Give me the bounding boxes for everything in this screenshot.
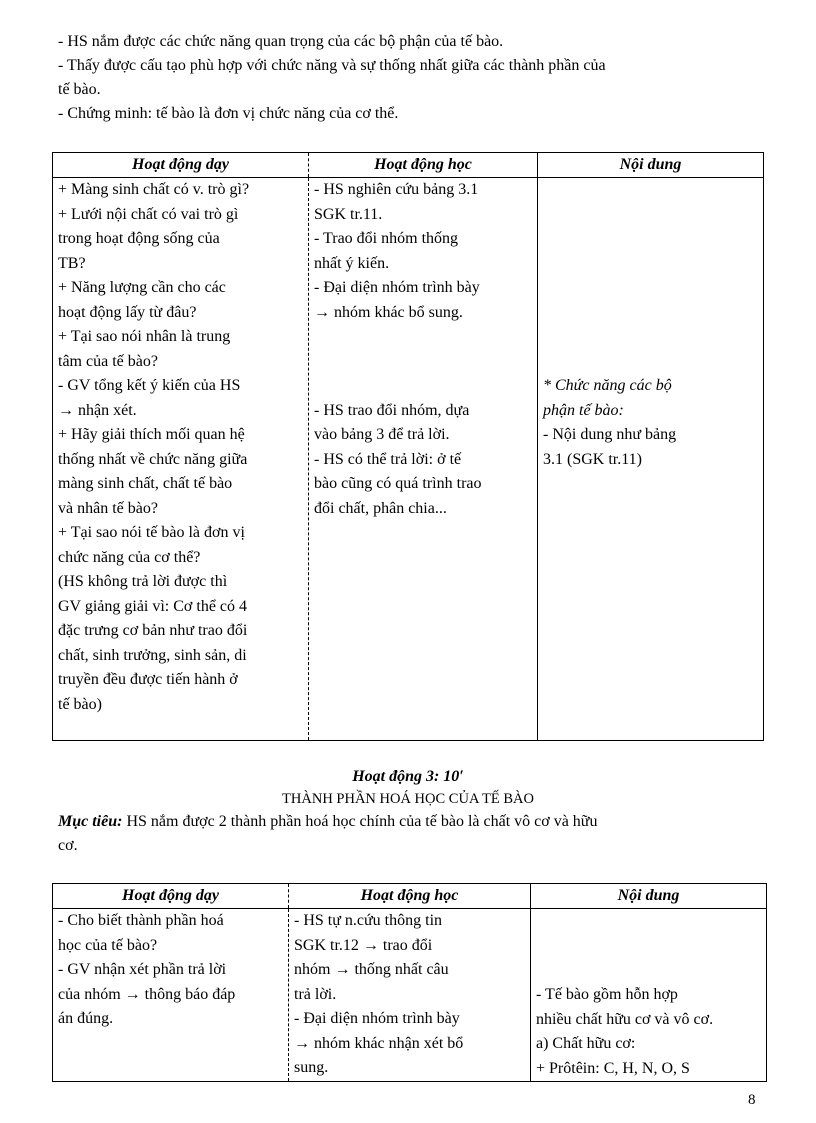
- cell-line: + Năng lượng cần cho các: [58, 279, 226, 296]
- cell-line: [314, 325, 532, 350]
- cell-line: [314, 374, 532, 399]
- cell-line: tế bào): [58, 695, 102, 713]
- cell-line: màng sinh chất, chất tế bào: [58, 475, 233, 492]
- cell-line: truyền đều được tiến hành ở: [58, 671, 238, 688]
- learning-lines: [314, 178, 532, 521]
- cell-line: đặc trưng cơ bản như trao đổi: [58, 622, 248, 639]
- cell-line: + Tại sao nói tế bào là đơn vị: [58, 524, 245, 541]
- cell-line: a) Chất hữu cơ:: [536, 1035, 636, 1052]
- cell-line: - HS có thể trả lời: ở tế: [314, 450, 462, 468]
- cell-line: GV giảng giải vì: Cơ thể có 4: [58, 597, 248, 615]
- teaching-lines: [58, 178, 303, 717]
- section-title: Hoạt động 3: 10′: [352, 768, 464, 785]
- teaching-cell: [53, 909, 289, 1082]
- header-learning: Hoạt động học: [289, 884, 531, 909]
- cell-line: chức năng của cơ thể?: [58, 548, 201, 566]
- cell-line: SGK tr.11.: [314, 205, 383, 223]
- cell-line: + Tại sao nói nhân là trung: [58, 328, 231, 345]
- content-cell: [538, 178, 764, 741]
- teaching-lines: [58, 909, 283, 1032]
- cell-line: nhiều chất hữu cơ và vô cơ.: [536, 1010, 714, 1028]
- cell-line: - HS tự n.cứu thông tin: [294, 912, 443, 929]
- cell-line: học của tế bào?: [58, 936, 158, 954]
- cell-line: trong hoạt động sống của: [58, 230, 220, 247]
- header-learning: Hoạt động học: [309, 153, 538, 178]
- teaching-cell: [53, 178, 309, 741]
- cell-line: bào cũng có quá trình trao: [314, 475, 482, 492]
- objective-line: - HS nắm được các chức năng quan trọng của các bộ phận của tế bào.: [58, 33, 504, 50]
- activity-table-2: [52, 883, 767, 1082]
- cell-line: nhóm → thống nhất câu: [294, 961, 449, 978]
- objective-line: - Chứng minh: tế bào là đơn vị chức năng của cơ thể.: [58, 105, 399, 122]
- cell-line: trả lời.: [294, 985, 337, 1003]
- table-header-row: [53, 153, 764, 178]
- cell-line: (HS không trả lời được thì: [58, 573, 228, 590]
- content-cell: [531, 909, 767, 1082]
- goal-label: Mục tiêu:: [58, 813, 123, 830]
- cell-line: chất, sinh trưởng, sinh sản, di: [58, 646, 247, 664]
- cell-line: SGK tr.12 → trao đổi: [294, 936, 433, 954]
- learning-lines: [294, 909, 525, 1081]
- cell-line: + Prôtêin: C, H, N, O, S: [536, 1059, 690, 1077]
- content-heading-line: phận tế bào:: [543, 401, 624, 419]
- cell-line: - Đại diện nhóm trình bày: [314, 279, 480, 296]
- cell-line: hoạt động lấy từ đâu?: [58, 303, 197, 321]
- cell-line: án đúng.: [58, 1010, 114, 1027]
- header-content: Nội dung: [538, 153, 764, 178]
- learning-cell: [309, 178, 538, 741]
- header-content: Nội dung: [531, 884, 767, 909]
- table-header-row: [53, 884, 767, 909]
- cell-line: tâm của tế bào?: [58, 352, 158, 370]
- section-goal: [58, 810, 758, 834]
- cell-line: và nhân tế bào?: [58, 499, 158, 517]
- objective-line: tế bào.: [58, 81, 101, 98]
- goal-text: HS nắm được 2 thành phần hoá học chính của tế bào là chất vô cơ và hữu: [122, 813, 598, 830]
- table-row: [53, 178, 764, 741]
- cell-line: - Trao đổi nhóm thống: [314, 230, 459, 247]
- cell-line: vào bảng 3 để trả lời.: [314, 426, 450, 443]
- page-number: 8: [748, 1092, 756, 1108]
- header-teaching: Hoạt động dạy: [53, 153, 309, 178]
- activity-table-1: [52, 152, 764, 741]
- content-line: 3.1 (SGK tr.11): [543, 450, 642, 468]
- cell-line: + Hãy giải thích mối quan hệ: [58, 426, 245, 443]
- objectives-list: [58, 30, 758, 126]
- cell-line: [314, 350, 532, 375]
- section-goal-cont: cơ.: [58, 837, 78, 854]
- cell-line: - Đại diện nhóm trình bày: [294, 1010, 460, 1027]
- activity-3-section: [58, 766, 758, 858]
- table-row: [53, 909, 767, 1082]
- cell-line: + Màng sinh chất có v. trò gì?: [58, 181, 250, 198]
- objective-line: - Thấy được cấu tạo phù hợp với chức năng và sự thống nhất giữa các thành phần của: [58, 57, 606, 74]
- cell-line: nhất ý kiến.: [314, 254, 390, 272]
- cell-line: sung.: [294, 1059, 329, 1076]
- learning-cell: [289, 909, 531, 1082]
- cell-line: → nhận xét.: [58, 401, 137, 419]
- cell-line: thống nhất về chức năng giữa: [58, 450, 248, 468]
- content-heading-line: * Chức năng các bộ: [543, 377, 672, 394]
- cell-line: → nhóm khác nhận xét bổ: [294, 1034, 464, 1052]
- content-line: - Nội dung như bảng: [543, 426, 677, 443]
- content-lines: [536, 983, 761, 1081]
- cell-line: đổi chất, phân chia...: [314, 499, 447, 517]
- cell-line: - GV tổng kết ý kiến của HS: [58, 377, 241, 394]
- cell-line: - HS trao đổi nhóm, dựa: [314, 401, 470, 419]
- cell-line: - Tế bào gồm hỗn hợp: [536, 986, 678, 1003]
- cell-line: + Lưới nội chất có vai trò gì: [58, 205, 239, 223]
- section-subtitle: THÀNH PHẦN HOÁ HỌC CỦA TẾ BÀO: [282, 791, 534, 807]
- cell-line: → nhóm khác bổ sung.: [314, 303, 463, 321]
- cell-line: - HS nghiên cứu bảng 3.1: [314, 181, 479, 198]
- cell-line: TB?: [58, 254, 86, 272]
- cell-line: của nhóm → thông báo đáp: [58, 985, 236, 1003]
- header-teaching: Hoạt động dạy: [53, 884, 289, 909]
- cell-line: - Cho biết thành phần hoá: [58, 912, 224, 929]
- cell-line: - GV nhận xét phần trả lời: [58, 961, 227, 978]
